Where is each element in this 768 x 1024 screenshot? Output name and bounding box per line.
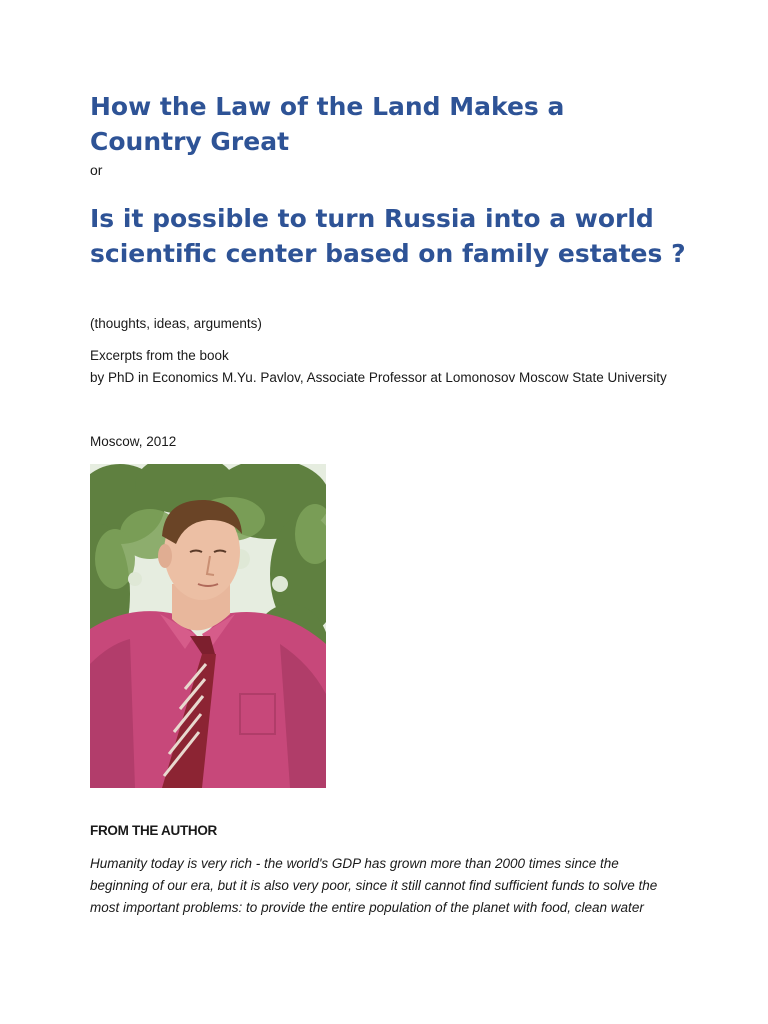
intro-paragraph bbox=[90, 853, 690, 919]
intro-line: most important problems: to provide the entire population of the planet with food, clean water bbox=[90, 900, 644, 915]
title-connector: or bbox=[90, 162, 103, 178]
place-and-year: Moscow, 2012 bbox=[90, 434, 177, 449]
document-title: How the Law of the Land Makes a Country Great bbox=[90, 92, 565, 156]
author-portrait-photo bbox=[90, 464, 326, 788]
author-portrait-icon bbox=[90, 464, 326, 788]
document-alt-title: Is it possible to turn Russia into a world scientific center based on family estates ? bbox=[90, 204, 686, 268]
excerpts-note: Excerpts from the book bbox=[90, 348, 229, 363]
document-subtitle: (thoughts, ideas, arguments) bbox=[90, 316, 262, 331]
section-heading: FROM THE AUTHOR bbox=[90, 823, 217, 838]
intro-line: Humanity today is very rich - the world's GDP has grown more than 2000 times since the bbox=[90, 856, 619, 871]
intro-line: beginning of our era, but it is also very poor, since it still cannot find sufficient funds to solve the bbox=[90, 878, 658, 893]
author-credit: by PhD in Economics M.Yu. Pavlov, Associate Professor at Lomonosov Moscow State University bbox=[90, 370, 667, 385]
